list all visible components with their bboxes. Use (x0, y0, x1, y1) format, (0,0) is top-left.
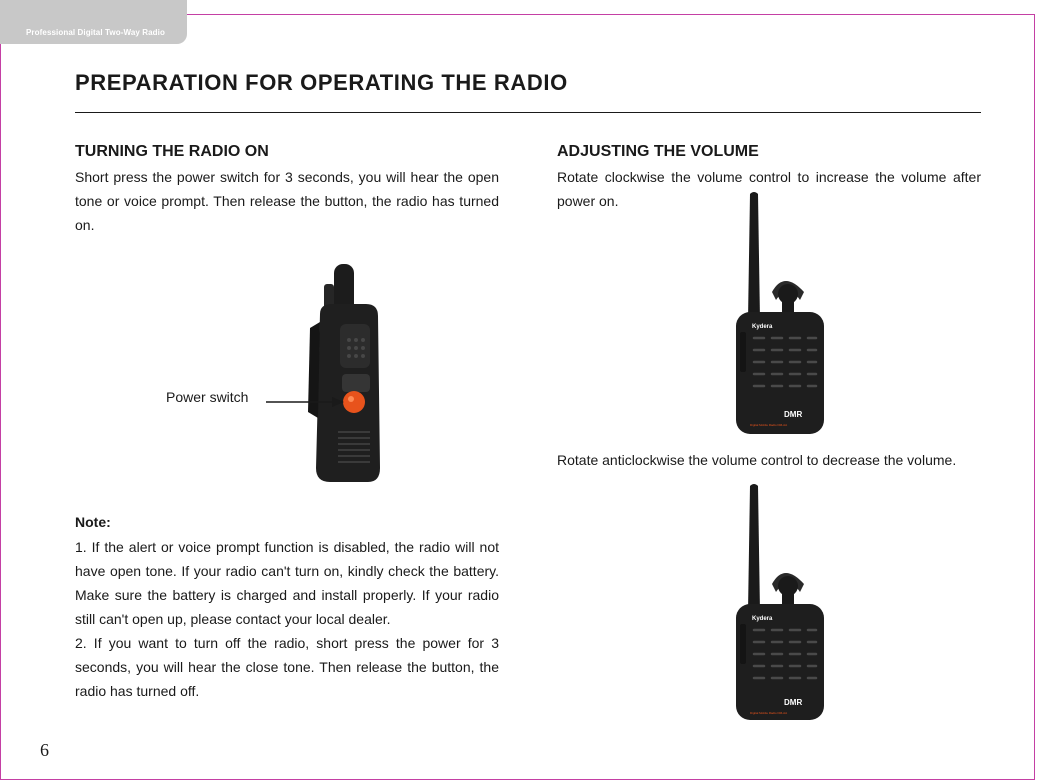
radio-side-view-image (290, 262, 390, 486)
turning-on-text: Short press the power switch for 3 seconds, you will hear the open tone or voice prompt. Then release the button, the radio has turned on. (75, 169, 499, 233)
dmr-badge: DMR (784, 410, 803, 419)
note-heading: Note: (75, 514, 111, 530)
radio-brand-logo: Kydera (752, 324, 773, 330)
volume-decrease-text: Rotate anticlockwise the volume control to decrease the volume. (557, 452, 957, 468)
page-number: 6 (40, 740, 49, 760)
radio-front-view-decrease-image (730, 482, 830, 726)
radio-front-view-increase-image (730, 190, 830, 434)
power-switch-pointer-arrow (266, 396, 346, 408)
power-switch-label: Power switch (166, 389, 249, 405)
note-list (75, 535, 499, 703)
radio-model-caption: Digital Mobile Radio DM-AA (750, 423, 788, 427)
running-header (0, 0, 187, 44)
dmr-badge: DMR (784, 698, 803, 707)
page-title: PREPARATION FOR OPERATING THE RADIO (75, 70, 568, 95)
note-item-2: 2. If you want to turn off the radio, short press the power for 3 seconds, you will hear the close tone. Then release the button, the radio has turned off. (75, 635, 499, 699)
note-item-1: 1. If the alert or voice prompt function is disabled, the radio will not have open tone. If your radio can't turn on, kindly check the battery. Make sure the battery is charged and install properly. If your radio still can't open up, please contact your local dealer. (75, 539, 499, 627)
title-divider (75, 112, 981, 113)
running-header-text: Professional Digital Two-Way Radio (26, 28, 165, 37)
heading-turning-on: TURNING THE RADIO ON (75, 143, 269, 160)
radio-model-caption: Digital Mobile Radio DM-AA (750, 711, 788, 715)
radio-brand-logo: Kydera (752, 616, 773, 622)
volume-increase-text: Rotate clockwise the volume control to increase the volume after power on. (557, 169, 981, 209)
heading-adjusting-volume: ADJUSTING THE VOLUME (557, 143, 759, 160)
